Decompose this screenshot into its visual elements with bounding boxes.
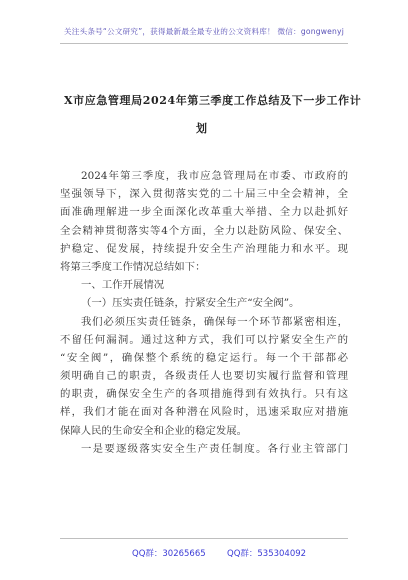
- body-line: 一是要逐级落实安全生产责任制度。各行业主管部门: [81, 442, 348, 455]
- qq-group-2: QQ群：535304092: [227, 549, 307, 559]
- body-line: 不留任何漏洞。通过这种方式，我们可以拧紧安全生产的: [60, 333, 348, 346]
- footer-divider: [60, 538, 348, 539]
- section-heading: 一、工作开展情况: [81, 279, 165, 292]
- body-line: 坚强领导下，深入贯彻落实党的二十届三中全会精神，全: [60, 188, 348, 201]
- document-title: X市应急管理局2024年第三季度工作总结及下一步工作计: [64, 94, 362, 107]
- body-line: 保障人民的生命安全和企业的稳定发展。: [60, 424, 248, 437]
- body-line: “安全阀”，确保整个系统的稳定运行。每一个干部都必: [60, 351, 348, 364]
- body-line: 的职责，确保安全生产的各项措施得到有效执行。只有这: [60, 388, 348, 401]
- subsection-heading: （一）压实责任链条，拧紧安全生产“安全阀”。: [81, 297, 300, 310]
- document-title-continuation: 划: [196, 122, 207, 135]
- qq-group-1: QQ群：30265665: [132, 549, 206, 559]
- body-line: 护稳定、促发展，持续提升安全生产治理能力和水平。现: [60, 242, 348, 255]
- body-line: 2024年第三季度，我市应急管理局在市委、市政府的: [81, 170, 348, 182]
- body-line: 面准确理解进一步全面深化改革重大举措、全力以赴抓好: [60, 206, 348, 219]
- header-divider: [60, 43, 348, 44]
- body-line: 样，我们才能在面对各种潜在风险时，迅速采取应对措施: [60, 406, 348, 419]
- body-line: 将第三季度工作情况总结如下：: [60, 260, 206, 273]
- body-line: 全会精神贯彻落实等4个方面，全力以赴防风险、保安全、: [60, 224, 348, 237]
- body-line: 须明确自己的职责，各级责任人也要切实履行监督和管理: [60, 370, 348, 383]
- header-banner: 关注头条号“公文研究”，获得最新最全最专业的公文资料库！ 微信：gongwenyj: [63, 27, 345, 36]
- body-line: 我们必须压实责任链条，确保每一个环节都紧密相连，: [81, 315, 348, 328]
- document-body: [60, 167, 348, 458]
